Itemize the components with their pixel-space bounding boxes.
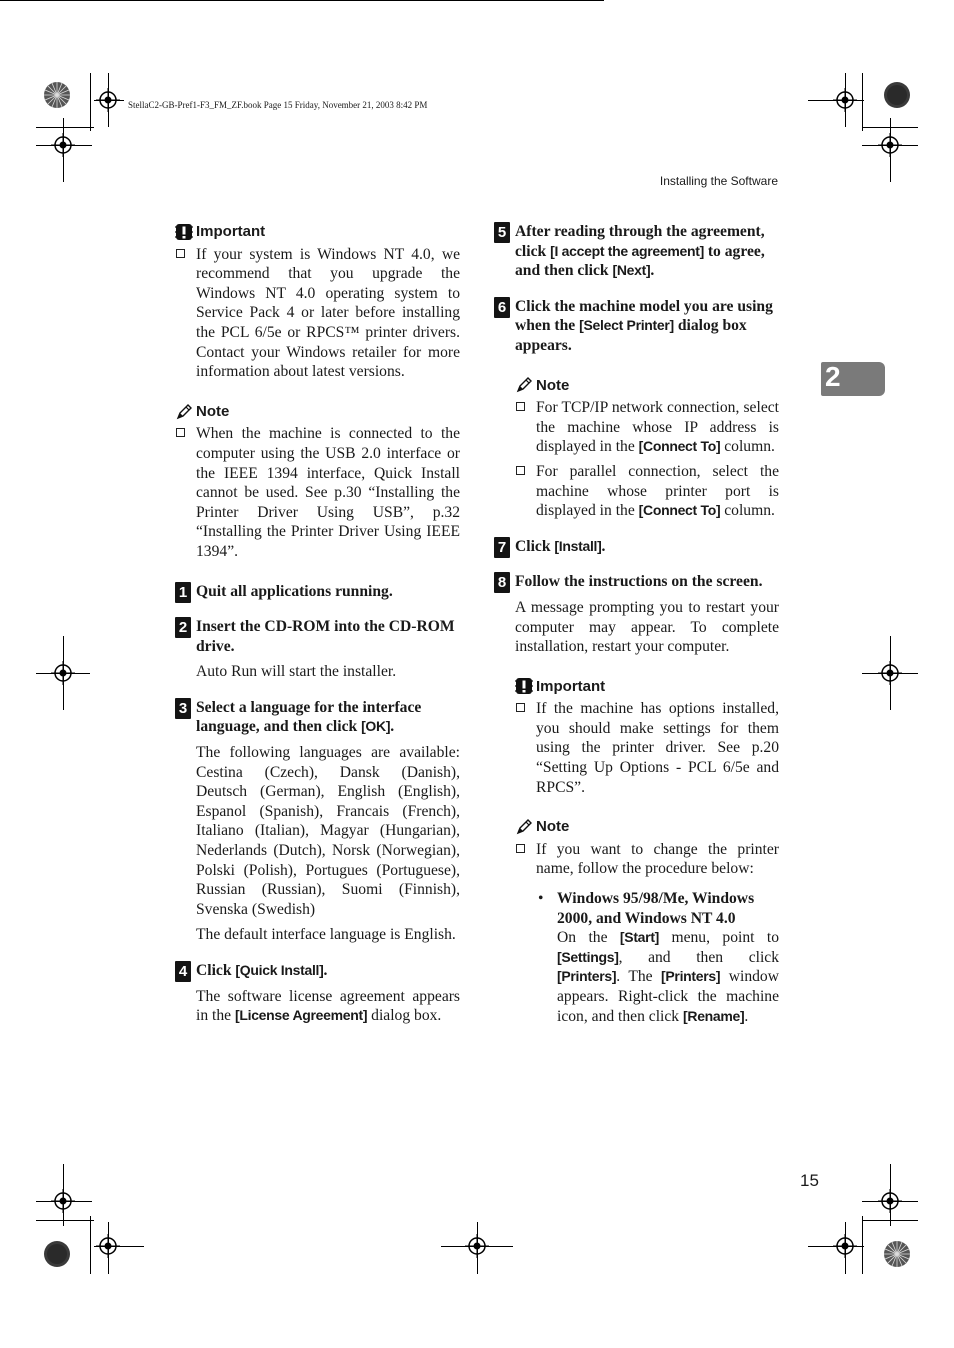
note-text: For parallel connection, select the machine whose printer port is displayed in the — [536, 462, 779, 520]
note-block-2 — [494, 817, 779, 1026]
registration-target-icon — [96, 88, 120, 112]
step-3-para: The default interface language is English. — [196, 926, 456, 944]
license-agreement-label: [License Agreement] — [234, 1007, 368, 1024]
step-number: 8 — [494, 572, 510, 593]
step-text: . — [601, 537, 606, 555]
important-label: Important — [196, 223, 266, 240]
important-block — [494, 677, 779, 798]
checkbox-bullet-icon — [516, 402, 525, 411]
checkbox-bullet-icon — [516, 844, 525, 853]
bullet-dot: • — [538, 890, 544, 908]
note-text: If you want to change the printer name, follow the procedure below: — [536, 840, 779, 878]
left-column — [175, 222, 460, 1026]
important-heading — [515, 677, 779, 697]
pencil-icon — [515, 818, 533, 836]
os-text: . — [744, 1007, 749, 1025]
chapter-tab — [821, 362, 885, 396]
step-text: After reading through the agreement, click — [515, 223, 765, 260]
chapter-number: 2 — [825, 361, 841, 392]
connect-to-label: [Connect To] — [638, 502, 721, 519]
registration-target-icon — [878, 661, 902, 685]
note-text: When the machine is connected to the computer using the USB 2.0 interface or the IEEE 1394 interface, Quick Install cannot be used. See p.30 “Installing the Printer Driver Using USB”, p.32 “Installing the Printer Driver Using IEEE 1394”. — [196, 425, 460, 560]
note-label: Note — [196, 402, 230, 420]
note-label: Note — [536, 376, 570, 394]
checkbox-bullet-icon — [176, 428, 185, 437]
checkbox-bullet-icon — [516, 703, 525, 712]
step-7 — [494, 537, 779, 557]
header-rule — [0, 0, 604, 1]
note-label: Note — [536, 818, 570, 836]
registration-target-icon — [51, 1189, 75, 1213]
note-text: column. — [720, 438, 775, 456]
step-5 — [494, 222, 779, 281]
para-text: dialog box. — [367, 1007, 442, 1025]
important-item — [175, 245, 460, 382]
note-item — [175, 424, 460, 561]
important-text: If the machine has options installed, you should make settings for them using the printer driver. See p.20 “Setting Up Options - PCL 6/5e and RPCS”. — [536, 700, 779, 796]
registration-target-icon — [51, 133, 75, 157]
crop-line — [36, 1220, 94, 1221]
note-heading — [175, 402, 460, 422]
note-text: column. — [720, 502, 775, 520]
install-button-label: [Install] — [554, 537, 602, 554]
printers-window-label: [Printers] — [661, 968, 721, 985]
step-text: . — [650, 262, 655, 280]
step-8-para: A message prompting you to restart your computer may appear. To complete installation, restart your computer. — [515, 598, 779, 656]
registration-target-icon — [878, 133, 902, 157]
step-2 — [175, 617, 460, 656]
step-text: . — [323, 962, 328, 979]
para-text: The software license agreement appears in the — [196, 987, 460, 1025]
crop-line — [862, 73, 863, 131]
os-text: , and then click — [618, 948, 779, 966]
important-item — [515, 699, 779, 797]
right-column — [494, 222, 779, 1026]
important-heading — [175, 222, 460, 242]
start-menu-label: [Start] — [619, 929, 660, 946]
crop-line — [862, 1216, 863, 1274]
crop-line — [90, 73, 91, 131]
step-text: Follow the instructions on the screen. — [515, 573, 763, 591]
step-6 — [494, 297, 779, 356]
step-text: . — [390, 718, 395, 736]
pencil-icon — [515, 376, 533, 394]
os-title: Windows 95/98/Me, Windows 2000, and Windows NT 4.0 — [557, 890, 755, 927]
os-text: menu, point to — [659, 929, 779, 947]
note-block-1 — [494, 376, 779, 521]
important-label: Important — [536, 677, 606, 695]
step-8 — [494, 572, 779, 592]
note-item — [515, 462, 779, 521]
solid-disc-mark-icon — [43, 1240, 71, 1268]
step-number: 2 — [175, 617, 191, 638]
select-printer-label: [Select Printer] — [579, 317, 674, 334]
starburst-mark-icon — [883, 1240, 911, 1268]
pencil-icon — [175, 403, 193, 421]
note-item — [515, 398, 779, 457]
registration-target-icon — [51, 661, 75, 685]
printers-label: [Printers] — [557, 968, 617, 985]
checkbox-bullet-icon — [176, 249, 185, 258]
running-head: Installing the Software — [659, 174, 778, 188]
quick-install-label: [Quick Install] — [235, 962, 324, 978]
solid-disc-mark-icon — [883, 81, 911, 109]
ok-button-label: [OK] — [361, 718, 391, 735]
os-text: . The — [616, 968, 662, 986]
important-icon — [515, 677, 533, 695]
os-text: On the — [557, 929, 620, 947]
note-heading — [515, 376, 779, 396]
step-text: Click — [515, 537, 555, 555]
rename-label: [Rename] — [683, 1007, 745, 1024]
step-4-para — [175, 987, 460, 1026]
step-4 — [175, 961, 460, 981]
important-icon — [175, 223, 193, 241]
os-instructions — [515, 889, 779, 1026]
step-text: Select a language for the interface language, and then click — [196, 698, 422, 736]
step-number: 1 — [175, 582, 191, 603]
note-heading — [515, 817, 779, 837]
step-number: 5 — [494, 222, 510, 243]
note-text: For TCP/IP network connection, select the machine whose IP address is displayed in the — [536, 399, 779, 456]
step-3 — [175, 698, 460, 737]
accept-agreement-label: [I accept the agreement] — [550, 242, 704, 259]
next-button-label: [Next] — [612, 262, 651, 279]
os-text: window appears. Right-click the machine icon, and then click — [557, 968, 779, 1025]
step-text: Click the machine model you are using when the — [515, 297, 773, 335]
crop-line — [90, 1216, 91, 1274]
starburst-mark-icon — [43, 81, 71, 109]
os-steps — [557, 928, 779, 1026]
step-3-para: The following languages are available: Cestina (Czech), Dansk (Danish), Deutsch (German), English (English), Espanol (Spanish), Francais (French), Italiano (Italian), Magyar (Hungarian), Nederlands (Dutch), Norsk (Norwegian), Polski (Polish), Portugues (Portuguese), Russian (Russian), Suomi (Finnish), Svenska (Swedish) — [196, 744, 460, 918]
registration-target-icon — [96, 1234, 120, 1258]
step-text: Click — [196, 962, 236, 979]
crop-line — [36, 127, 94, 128]
step-number: 3 — [175, 698, 191, 719]
settings-label: [Settings] — [557, 948, 619, 965]
step-text: Quit all applications running. — [196, 582, 393, 600]
page-number: 15 — [800, 1171, 819, 1190]
note-item — [515, 840, 779, 879]
checkbox-bullet-icon — [516, 466, 525, 475]
step-text: Insert the CD-ROM into the CD-ROM drive. — [196, 618, 455, 655]
registration-target-icon — [833, 1234, 857, 1258]
step-2-para: Auto Run will start the installer. — [196, 663, 397, 681]
registration-target-icon — [833, 88, 857, 112]
connect-to-label: [Connect To] — [638, 438, 721, 455]
important-text: If your system is Windows NT 4.0, we recommend that you upgrade the Windows NT 4.0 operating system to Service Pack 4 or later before installing the PCL 6/5e or RPCS™ printer drivers. Contact your Windows retailer for more information about latest versions. — [196, 245, 460, 381]
file-info-line: StellaC2-GB-Pref1-F3_FM_ZF.book Page 15 Friday, November 21, 2003 8:42 PM — [128, 100, 428, 110]
registration-target-icon — [465, 1234, 489, 1258]
step-number: 6 — [494, 297, 510, 318]
registration-target-icon — [878, 1189, 902, 1213]
step-1 — [175, 582, 460, 602]
step-text: dialog box appears. — [515, 317, 747, 354]
step-number: 7 — [494, 537, 510, 558]
step-text: to agree, and then click — [515, 242, 765, 280]
step-number: 4 — [175, 961, 191, 982]
